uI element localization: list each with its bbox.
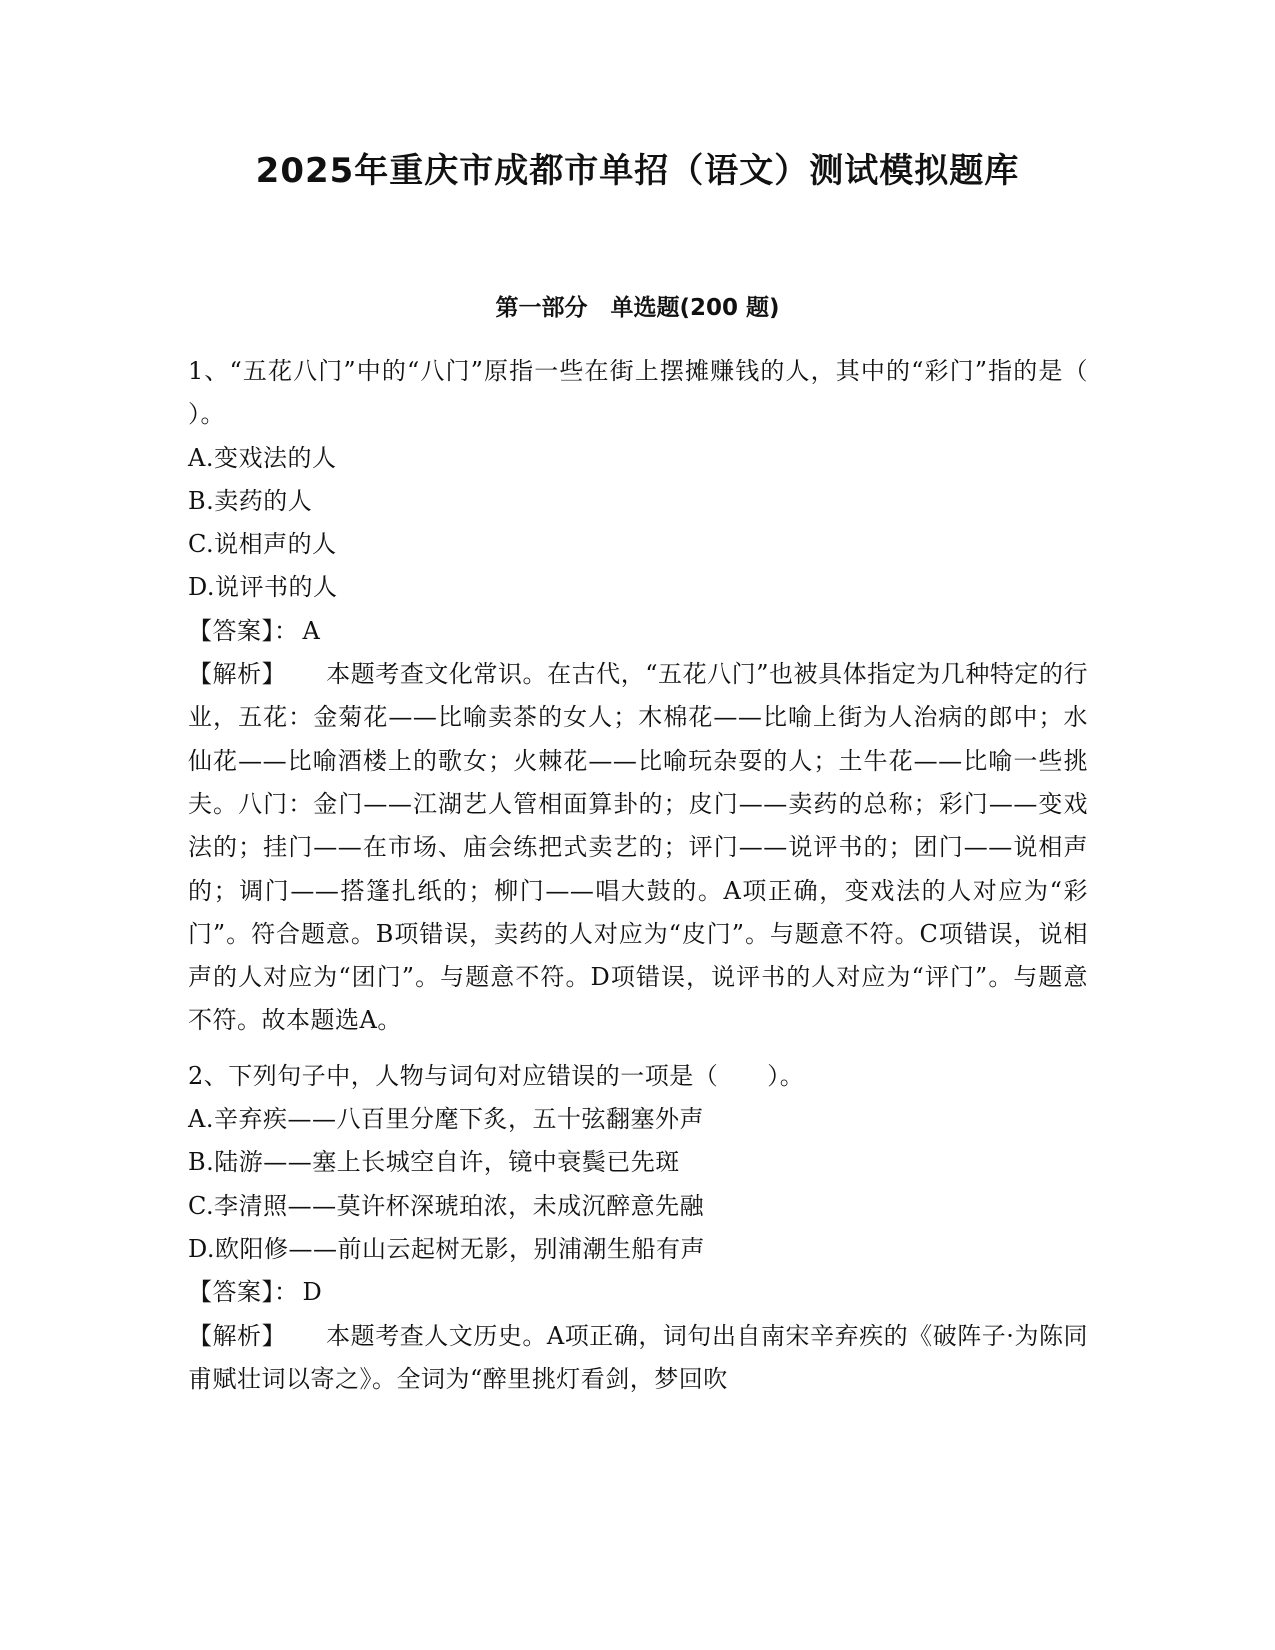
question-stem: 2、下列句子中，人物与词句对应错误的一项是（ ）。	[188, 1061, 805, 1090]
analysis-text: 本题考查人文历史。A项正确，词句出自南宋辛弃疾的《破阵子·为陈同甫赋壮词以寄之》。全词为“醉里挑灯看剑，梦回吹	[188, 1321, 1089, 1393]
analysis-paragraph	[188, 653, 1088, 1043]
option-b: B.卖药的人	[188, 486, 313, 515]
question-stem-wrap	[188, 1055, 1088, 1098]
option-d: D.说评书的人	[188, 573, 338, 602]
analysis-block	[188, 1315, 1088, 1402]
analysis-label: 【解析】	[188, 660, 287, 689]
section-title: 第一部分 单选题(200 题)	[495, 295, 780, 321]
option-a: A.变戏法的人	[188, 443, 337, 472]
answer-label: 【答案】：	[188, 616, 299, 645]
question-stem: 1、“五花八门”中的“八门”原指一些在街上摆摊赚钱的人，其中的“彩门”指的是（ ）。	[188, 357, 1137, 429]
answer-line	[188, 610, 1088, 653]
answer-value: A	[302, 616, 321, 645]
answer-line	[188, 1271, 1088, 1314]
option-b: B.陆游——塞上长城空自许，镜中衰鬓已先斑	[188, 1148, 680, 1177]
answer-value: D	[302, 1278, 323, 1307]
document-title: 2025年重庆市成都市单招（语文）测试模拟题库	[255, 151, 1020, 191]
option-d: D.欧阳修——前山云起树无影，别浦潮生船有声	[188, 1234, 706, 1263]
question-stem-wrap	[188, 350, 1137, 437]
answer-label: 【答案】：	[188, 1278, 299, 1307]
analysis-label: 【解析】	[188, 1321, 287, 1350]
analysis-paragraph	[188, 1315, 1088, 1402]
option-a: A.辛弃疾——八百里分麾下炙，五十弦翻塞外声	[188, 1105, 704, 1134]
question-1	[188, 350, 1137, 1043]
analysis-block	[188, 653, 1088, 1043]
question-list	[188, 350, 1137, 1413]
option-c: C.说相声的人	[188, 530, 337, 559]
question-2	[188, 1055, 1088, 1401]
option-c: C.李清照——莫许杯深琥珀浓，未成沉醉意先融	[188, 1191, 705, 1220]
analysis-text: 本题考查文化常识。在古代，“五花八门”也被具体指定为几种特定的行业，五花：金菊花——比喻卖茶的女人；木棉花——比喻上街为人治病的郎中；水仙花——比喻酒楼上的歌女；火棘花——比喻玩杂耍的人；土牛花——比喻一些挑夫。八门：金门——江湖艺人管相面算卦的；皮门——卖药的总称；彩门——变戏法的；挂门——在市场、庙会练把式卖艺的；评门——说评书的；团门——说相声的；调门——搭篷扎纸的；柳门——唱大鼓的。A项正确，变戏法的人对应为“彩门”。符合题意。B项错误，卖药的人对应为“皮门”。与题意不符。C项错误，说相声的人对应为“团门”。与题意不符。D项错误，说评书的人对应为“评门”。与题意不符。故本题选A。	[188, 660, 1089, 1035]
